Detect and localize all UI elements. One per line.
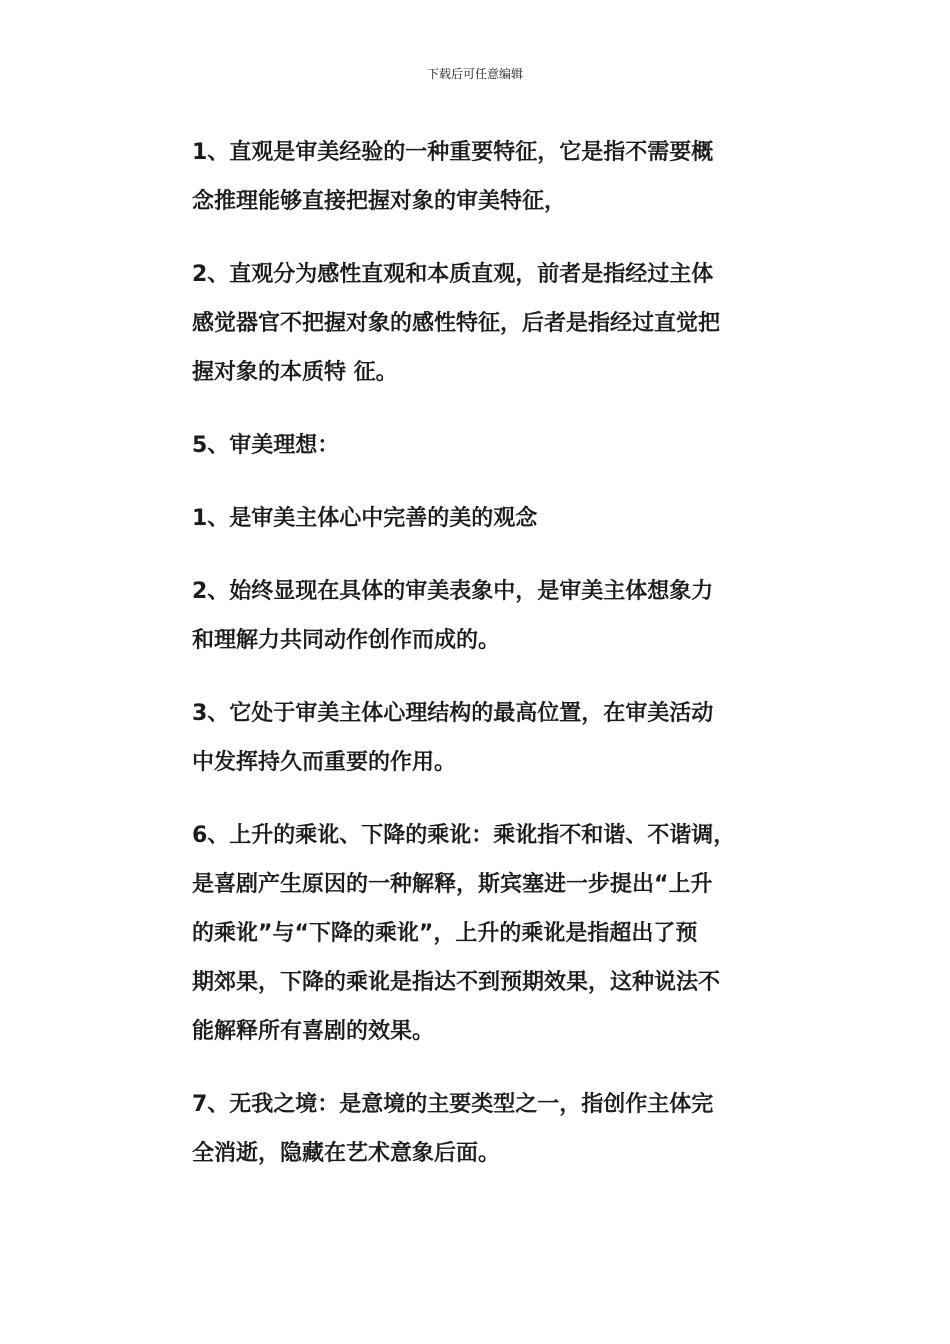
paragraph-ideal-point-3: 3、它处于审美主体心理结构的最高位置，在审美活动 中发挥持久而重要的作用。 — [192, 701, 714, 775]
paragraph-ideal-point-2: 2、始终显现在具体的审美表象中，是审美主体想象力 和理解力共同动作创作而成的。 — [192, 579, 714, 653]
page-header-note: 下载后可任意编辑 — [426, 67, 523, 81]
document-body — [192, 128, 758, 1202]
paragraph-selfless-realm: 7、无我之境：是意境的主要类型之一，指创作主体完 全消逝，隐藏在艺术意象后面。 — [192, 1092, 714, 1166]
paragraph-intuition-types: 2、直观分为感性直观和本质直观，前者是指经过主体 感觉器官不把握对象的感性特征，后者是指经过直觉把 握对象的本质特 征。 — [192, 262, 721, 385]
paragraph-ideal-point-1: 1、是审美主体心中完善的美的观念 — [192, 506, 538, 531]
paragraph-incongruity: 6、上升的乘讹、下降的乘讹：乘讹指不和谐、不谐调， 是喜剧产生原因的一种解释，斯宾塞进一步提出“上升 的乘讹”与“下降的乘讹”，上升的乘讹是指超出了预 期郊果，下降的乘讹是指达不到预期效果，这种说法不 能解释所有喜剧的效果。 — [192, 823, 736, 1044]
paragraph-intuition-definition: 1、直观是审美经验的一种重要特征，它是指不需要概 念推理能够直接把握对象的审美特征， — [192, 140, 714, 214]
section-heading-aesthetic-ideal: 5、审美理想： — [192, 433, 340, 458]
